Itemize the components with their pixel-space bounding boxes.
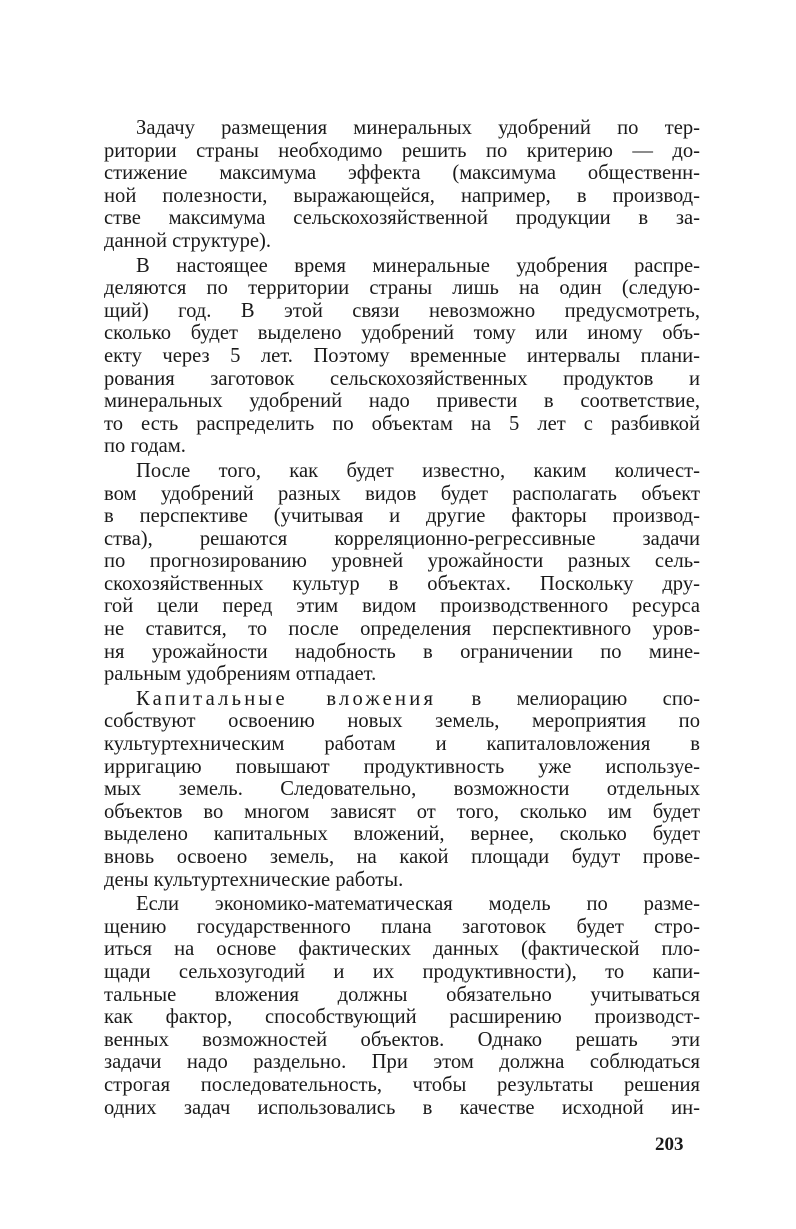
text-line: ритории страны необходимо решить по критерию — до- bbox=[104, 139, 700, 162]
paragraph-1 bbox=[104, 117, 700, 253]
text-line: ня урожайности надобность в ограничении по мине- bbox=[104, 640, 700, 663]
text-line: стве максимума сельскохозяйственной продукции в за- bbox=[104, 207, 700, 230]
text-line: иться на основе фактических данных (фактической пло- bbox=[104, 938, 700, 961]
text-line: в перспективе (учитывая и другие факторы производ- bbox=[104, 505, 700, 528]
text-line: одних задач использовались в качестве исходной ин- bbox=[104, 1096, 700, 1119]
text-line: скохозяйственных культур в объектах. Поскольку дру- bbox=[104, 572, 700, 595]
text-line: рования заготовок сельскохозяйственных продуктов и bbox=[104, 367, 700, 390]
text-line: вом удобрений разных видов будет располагать объект bbox=[104, 482, 700, 505]
text-line: вновь освоено земель, на какой площади будут прове- bbox=[104, 846, 700, 868]
text-line: собствуют освоению новых земель, мероприятия по bbox=[104, 710, 700, 733]
text-line: то есть распределить по объектам на 5 лет с разбивкой bbox=[104, 412, 700, 435]
text-line: культуртехническим работам и капиталовложения в bbox=[104, 733, 700, 756]
text-line: как фактор, способствующий расширению производст- bbox=[104, 1006, 700, 1029]
text-line: минеральных удобрений надо привести в соответствие, bbox=[104, 390, 700, 413]
text-line: стижение максимума эффекта (максимума общественн- bbox=[104, 162, 700, 185]
text-line: сколько будет выделено удобрений тому или иному объ- bbox=[104, 322, 700, 345]
paragraph-4 bbox=[104, 688, 700, 891]
text-line: ства), решаются корреляционно-регрессивные задачи bbox=[104, 527, 700, 550]
paragraph-2 bbox=[104, 255, 700, 458]
text-line bbox=[104, 688, 700, 711]
paragraph-5 bbox=[104, 893, 700, 1119]
text-line: не ставится, то после определения перспективного уров- bbox=[104, 618, 700, 641]
text-line: ральным удобрениям отпадает. bbox=[104, 663, 377, 686]
page-number: 203 bbox=[655, 1134, 684, 1155]
text-line: щению государственного плана заготовок будет стро- bbox=[104, 915, 700, 938]
text-line: выделено капитальных вложений, вернее, сколько будет bbox=[104, 823, 700, 846]
text-line: В настоящее время минеральные удобрения распре- bbox=[136, 254, 700, 277]
text-line: щий) год. В этой связи невозможно предусмотреть, bbox=[104, 299, 700, 322]
text-line: венных возможностей объектов. Однако решать эти bbox=[104, 1028, 700, 1051]
text-line: После того, как будет известно, каким количест- bbox=[136, 459, 700, 482]
text-line: мых земель. Следовательно, возможности отдельных bbox=[104, 778, 700, 801]
text-line: деляются по территории страны лишь на один (следую- bbox=[104, 277, 700, 300]
text-line: объектов во многом зависят от того, сколько им будет bbox=[104, 800, 700, 823]
text-line: Если экономико-математическая модель по разме- bbox=[136, 893, 700, 916]
text-line: Задачу размещения минеральных удобрений по тер- bbox=[136, 117, 700, 139]
text-line: задачи надо раздельно. При этом должна соблюдаться bbox=[104, 1051, 700, 1074]
paragraph-3 bbox=[104, 460, 700, 686]
text-line: ирригацию повышают продуктивность уже используе- bbox=[104, 755, 700, 778]
text-line: по годам. bbox=[104, 435, 186, 458]
text-line: щади сельхозугодий и их продуктивности), то капи- bbox=[104, 960, 700, 983]
text-line: тальные вложения должны обязательно учитываться bbox=[104, 983, 700, 1006]
text-line: по прогнозированию уровней урожайности разных сель- bbox=[104, 550, 700, 573]
text-line: гой цели перед этим видом производственного ресурса bbox=[104, 595, 700, 618]
emphasized-term: Капитальные вложения bbox=[136, 687, 437, 710]
text-line: данной структуре). bbox=[104, 229, 272, 252]
text-line-rest: в мелиорацию спо- bbox=[436, 687, 700, 710]
text-line: строгая последовательность, чтобы результаты решения bbox=[104, 1073, 700, 1096]
text-line: екту через 5 лет. Поэтому временные интервалы плани- bbox=[104, 344, 700, 367]
page-body-text bbox=[104, 117, 700, 1121]
text-line: ной полезности, выражающейся, например, в производ- bbox=[104, 184, 700, 207]
text-line: дены культуртехнические работы. bbox=[104, 868, 404, 891]
